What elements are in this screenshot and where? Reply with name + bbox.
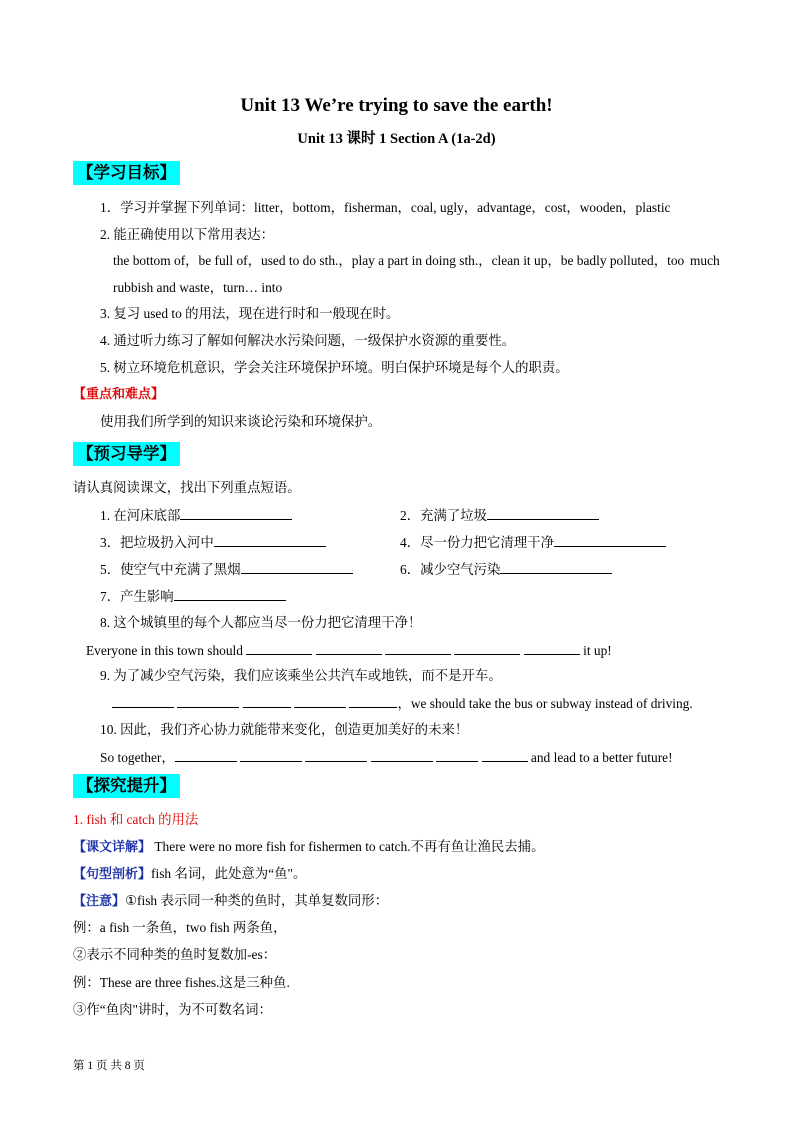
phrase-item-4 (400, 534, 666, 551)
answer-blank[interactable] (436, 749, 478, 762)
objective-item-4: 4. 通过听力练习了解如何解决水污染问题，一级保护水资源的重要性。 (100, 333, 516, 348)
answer-blank[interactable] (482, 749, 528, 762)
q8-english-start: Everyone in this town should (86, 643, 243, 658)
phrase-item-6 (400, 561, 612, 578)
q9-english (112, 695, 693, 712)
q10-english-start: So together， (100, 750, 175, 765)
answer-blank[interactable] (524, 642, 580, 655)
answer-blank[interactable] (177, 695, 239, 708)
q10-chinese: 10. 因此，我们齐心协力就能带来变化，创造更加美好的未来！ (100, 722, 469, 737)
phrase-item-1 (100, 507, 292, 524)
q8-english (86, 642, 612, 659)
section-heading-explore: 【探究提升】 (73, 774, 180, 798)
phrase-label: 4．尽一份力把它清理干净 (400, 535, 554, 550)
objective-item-1: 1．学习并掌握下列单词：litter，bottom，fisherman，coal, ugly，advantage，cost，wooden，plastic (100, 200, 671, 215)
page-title: Unit 13 We’re trying to save the earth! (240, 95, 553, 116)
sentence-analysis-label: 【句型剖析】 (73, 867, 152, 882)
answer-blank[interactable] (371, 749, 433, 762)
text-explanation-label: 【课文详解】 (73, 840, 152, 855)
answer-blank[interactable] (385, 642, 451, 655)
answer-blank[interactable] (500, 561, 612, 574)
answer-blank[interactable] (112, 695, 174, 708)
answer-blank[interactable] (241, 561, 353, 574)
key-points-text: 使用我们所学到的知识来谈论污染和环境保护。 (100, 414, 382, 429)
note-2: ②表示不同种类的鱼时复数加-es： (73, 947, 277, 962)
page-footer: 第 1 页 共 8 页 (73, 1060, 145, 1072)
phrase-label: 2．充满了垃圾 (400, 508, 488, 523)
answer-blank[interactable] (349, 695, 397, 708)
section-heading-preview: 【预习导学】 (73, 442, 180, 466)
answer-blank[interactable] (180, 507, 292, 520)
section-heading-objectives: 【学习目标】 (73, 161, 180, 185)
objective-expressions-line1: the bottom of，be full of，used to do sth.，play a part in doing sth.，clean it up，be badly polluted，too (113, 253, 685, 268)
answer-blank[interactable] (175, 749, 237, 762)
answer-blank[interactable] (316, 642, 382, 655)
note-content: ①fish 表示同一种类的鱼时，其单复数同形： (125, 893, 389, 908)
q10-english-end: and lead to a better future! (530, 750, 673, 765)
q8-chinese: 8. 这个城镇里的每个人都应当尽一份力把它清理干净！ (100, 615, 422, 630)
preview-intro: 请认真阅读课文，找出下列重点短语。 (73, 480, 301, 495)
q9-chinese: 9. 为了减少空气污染，我们应该乘坐公共汽车或地铁，而不是开车。 (100, 668, 502, 683)
answer-blank[interactable] (243, 695, 291, 708)
answer-blank[interactable] (454, 642, 520, 655)
objective-expressions-much: much (690, 253, 720, 268)
grammar-point-1: 1. fish 和 catch 的用法 (73, 812, 199, 827)
note-3: ③作“鱼肉"讲时，为不可数名词： (73, 1002, 272, 1017)
q9-english-end: ，we should take the bus or subway instead of driving. (397, 696, 693, 711)
note-line (73, 893, 388, 910)
phrase-label: 7．产生影响 (100, 589, 174, 604)
phrase-item-2 (400, 507, 599, 524)
q8-english-end: it up! (583, 643, 612, 658)
answer-blank[interactable] (246, 642, 312, 655)
sentence-analysis-content: fish 名词，此处意为“鱼"。 (151, 866, 307, 881)
objective-item-3: 3. 复习 used to 的用法，现在进行时和一般现在时。 (100, 306, 400, 321)
text-explanation-content: There were no more fish for fishermen to catch.不再有鱼让渔民去捕。 (154, 839, 545, 854)
phrase-item-7 (100, 588, 286, 605)
objective-item-5: 5. 树立环境危机意识，学会关注环境保护环境。明白保护环境是每个人的职责。 (100, 360, 569, 375)
phrase-item-3 (100, 534, 326, 551)
key-points-heading: 【重点和难点】 (73, 387, 165, 402)
phrase-item-5 (100, 561, 353, 578)
answer-blank[interactable] (305, 749, 367, 762)
phrase-label: 6．减少空气污染 (400, 562, 501, 577)
text-explanation-line (73, 839, 544, 856)
phrase-label: 3．把垃圾扔入河中 (100, 535, 214, 550)
sentence-analysis-line (73, 866, 306, 883)
phrase-label: 5．使空气中充满了黑烟 (100, 562, 241, 577)
answer-blank[interactable] (294, 695, 346, 708)
phrase-label: 1. 在河床底部 (100, 508, 181, 523)
answer-blank[interactable] (240, 749, 302, 762)
answer-blank[interactable] (214, 534, 326, 547)
q10-english (100, 749, 673, 766)
example-2: 例：These are three fishes.这是三种鱼. (73, 975, 290, 990)
answer-blank[interactable] (174, 588, 286, 601)
answer-blank[interactable] (554, 534, 666, 547)
example-1: 例：a fish 一条鱼，two fish 两条鱼， (73, 920, 287, 935)
page-subtitle: Unit 13 课时 1 Section A (1a-2d) (297, 131, 496, 147)
objective-item-2: 2. 能正确使用以下常用表达： (100, 227, 275, 242)
answer-blank[interactable] (487, 507, 599, 520)
objective-expressions-line2: rubbish and waste，turn… into (113, 280, 283, 295)
note-label: 【注意】 (73, 894, 126, 909)
